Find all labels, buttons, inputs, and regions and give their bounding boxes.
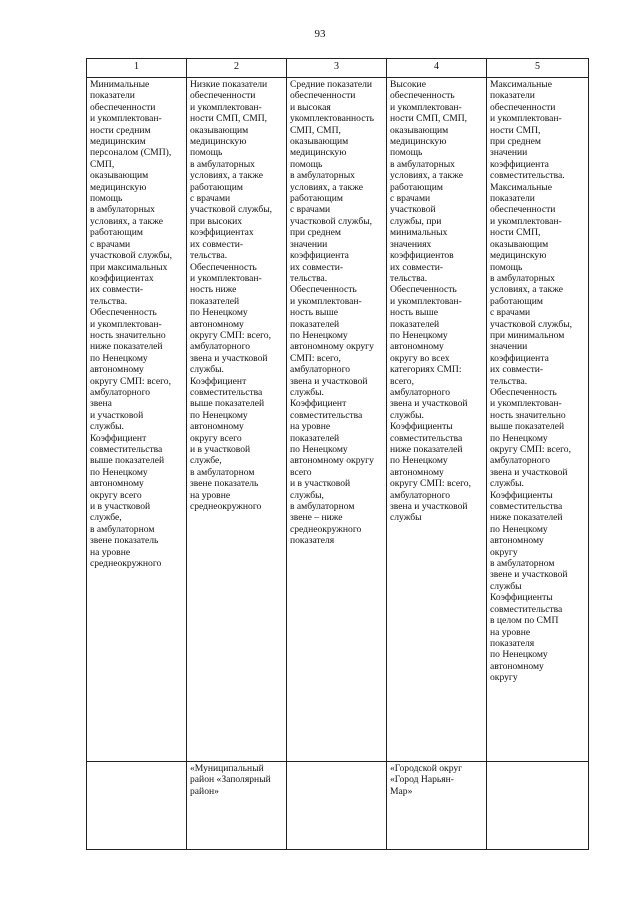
column-header-1: 1 — [87, 59, 187, 78]
cell-column-4: Высокие обеспеченность и укомплектован- ности СМП, СМП, оказывающим медицинскую помощь в амбулаторных условиях, а также работающим с врачами участковой службы, при минимальных значениях коэффициентов их совмести- тельства. Обеспеченность и укомплектован- ность выше показателей по Ненецкому автономному округу во всех категориях СМП: всего, амбулаторного звена и участковой службы. Коэффициенты совместительства ниже показателей по Ненецкому автономному округу СМП: всего, амбулаторного звена и участковой службы — [387, 78, 487, 762]
page-number: 93 — [314, 28, 326, 40]
comparison-table — [86, 58, 589, 850]
cell-column-2: Низкие показатели обеспеченности и укомплектован- ности СМП, СМП, оказывающим медицинскую помощь в амбулаторных условиях, а также работающим с врачами участковой службы, при высоких коэффициентах их совмести- тельства. Обеспеченность и укомплектован- ность ниже показателей по Ненецкому автономному округу СМП: всего, амбулаторного звена и участковой службы. Коэффициент совместительства выше показателей по Ненецкому автономному округу всего и в участковой службе, в амбулаторном звене показатель на уровне среднеокружного — [187, 78, 287, 762]
footer-cell-4: «Городской округ «Город Нарьян- Мар» — [387, 762, 487, 850]
table-footer-row — [87, 762, 589, 850]
cell-column-3: Средние показатели обеспеченности и высокая укомплектованность СМП, СМП, оказывающим медицинскую помощь в амбулаторных условиях, а также работающим с врачами участковой службы, при среднем значении коэффициента их совмести- тельства. Обеспеченность и укомплектован- ность выше показателей по Ненецкому автономному округу СМП: всего, амбулаторного звена и участковой службы. Коэффициент совместительства на уровне показателей по Ненецкому автономному округу всего и в участковой службы, в амбулаторном звене – ниже среднеокружного показателя — [287, 78, 387, 762]
column-header-2: 2 — [187, 59, 287, 78]
footer-cell-5 — [487, 762, 589, 850]
footer-cell-1 — [87, 762, 187, 850]
column-header-5: 5 — [487, 59, 589, 78]
table-header-row — [87, 59, 589, 78]
column-header-3: 3 — [287, 59, 387, 78]
footer-cell-3 — [287, 762, 387, 850]
cell-column-1: Минимальные показатели обеспеченности и укомплектован- ности средним медицинским персоналом (СМП), СМП, оказывающим медицинскую помощь в амбулаторных условиях, а также работающим с врачами участковой службы, при максимальных коэффициентах их совмести- тельства. Обеспеченность и укомплектован- ность значительно ниже показателей по Ненецкому автономному округу СМП: всего, амбулаторного звена и участковой службы. Коэффициент совместительства выше показателей по Ненецкому автономному округу всего и в участковой службе, в амбулаторном звене показатель на уровне среднеокружного — [87, 78, 187, 762]
column-header-4: 4 — [387, 59, 487, 78]
table-body-row — [87, 78, 589, 762]
cell-column-5: Максимальные показатели обеспеченности и укомплектован- ности СМП, при среднем значении коэффициента совместительства. Максимальные показатели обеспеченности и укомплектован- ности СМП, оказывающим медицинскую помощь в амбулаторных условиях, а также работающим с врачами участковой службы, при минимальном значении коэффициента их совмести- тельства. Обеспеченность и укомплектован- ность значительно выше показателей по Ненецкому округу СМП: всего, амбулаторного звена и участковой службы. Коэффициенты совместительства ниже показателей по Ненецкому автономному округу в амбулаторном звене и участковой службы Коэффициенты совместительства в целом по СМП на уровне показателя по Ненецкому автономному округу — [487, 78, 589, 762]
footer-cell-2: «Муниципальный район «Заполярный район» — [187, 762, 287, 850]
